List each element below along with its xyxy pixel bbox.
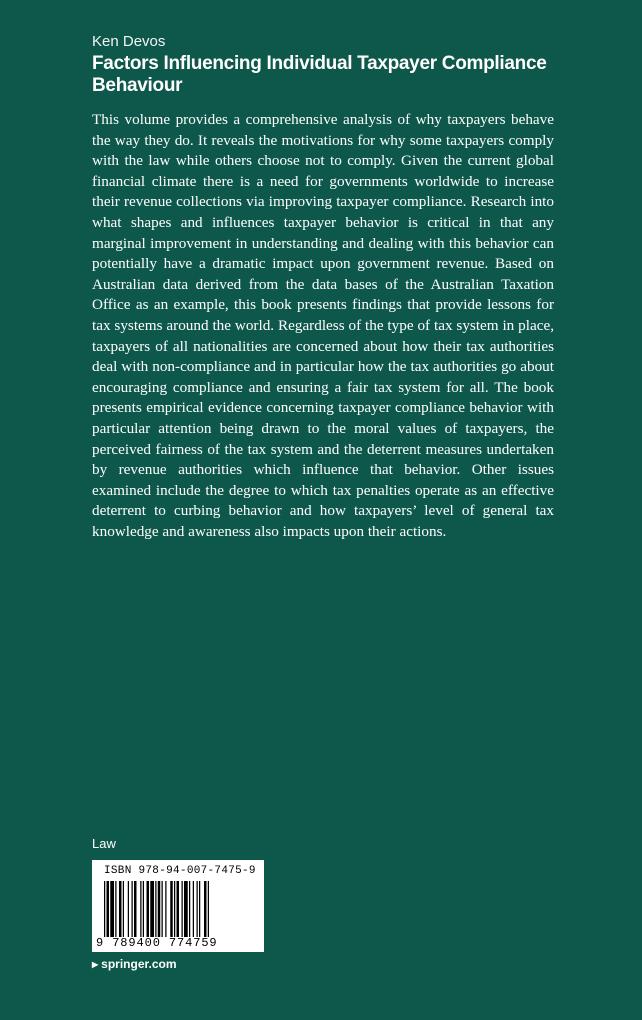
barcode-bar xyxy=(110,881,114,937)
barcode-bar xyxy=(208,881,209,937)
barcode-bar xyxy=(123,881,124,937)
barcode-bar xyxy=(189,881,190,937)
barcode-bar xyxy=(162,881,163,937)
barcode-bar xyxy=(134,881,137,937)
barcode-bar xyxy=(132,881,133,937)
barcode-bar xyxy=(184,881,188,937)
barcode-bar xyxy=(128,881,129,937)
author-name: Ken Devos xyxy=(92,33,166,50)
isbn-label: ISBN 978-94-007-7475-9 xyxy=(104,865,256,877)
barcode-bar xyxy=(158,881,161,937)
book-title: Factors Influencing Individual Taxpayer Compliance Behaviour xyxy=(92,53,547,96)
barcode-bar xyxy=(143,881,144,937)
barcode-bar xyxy=(174,881,175,937)
barcode-bar xyxy=(182,881,183,937)
category-label: Law xyxy=(92,836,116,851)
barcode-bar xyxy=(177,881,180,937)
barcode-bar xyxy=(193,881,194,937)
barcode-bar xyxy=(165,881,166,937)
barcode-bar xyxy=(197,881,198,937)
barcode-bar xyxy=(147,881,150,937)
triangle-right-icon: ▶ xyxy=(92,960,99,969)
barcode-bar xyxy=(150,881,154,937)
barcode-box xyxy=(92,860,264,952)
barcode-bar xyxy=(104,881,105,937)
barcode-bar xyxy=(107,881,110,937)
barcode-bar xyxy=(170,881,173,937)
website-label: springer.com xyxy=(101,957,177,971)
barcode-bar xyxy=(115,881,116,937)
barcode-bar xyxy=(140,881,141,937)
publisher-website[interactable] xyxy=(92,957,177,971)
barcode-bar xyxy=(119,881,122,937)
barcode-bar xyxy=(199,881,200,937)
barcode-bar xyxy=(155,881,156,937)
barcode-image xyxy=(104,881,254,937)
blurb-text: This volume provides a comprehensive analysis of why taxpayers behave the way they do. It reveals the motivations for why some taxpayers comply with the law while others choose not to comply. Given the current global financial climate there is a need for governments worldwide to increase their revenue collections via improving taxpayer compliance. Research into what shapes and influences taxpayer behavior is critical in that any marginal improvement in understanding and dealing with this behavior can potentially have a dramatic impact upon government revenue. Based on Australian data derived from the data bases of the Australian Taxation Office as an example, this book presents findings that provide lessons for tax systems around the world. Regardless of the type of tax system in place, taxpayers of all nationalities are concerned about how their tax authorities deal with non-compliance and in particular how the tax authorities go about encouraging compliance and ensuring a fair tax system for all. The book presents empirical evidence concerning taxpayer compliance behavior with particular attention being drawn to the moral values of taxpayers, the perceived fairness of the tax system and the deterrent measures undertaken by revenue authorities which influence that behavior. Other issues examined include the degree to which tax penalties operate as an effective deterrent to curbing behavior and how taxpayers’ level of general tax knowledge and awareness also impacts upon their actions. xyxy=(92,111,554,540)
ean-digits: 9 789400 774759 xyxy=(96,936,218,950)
barcode-bar xyxy=(204,881,207,937)
